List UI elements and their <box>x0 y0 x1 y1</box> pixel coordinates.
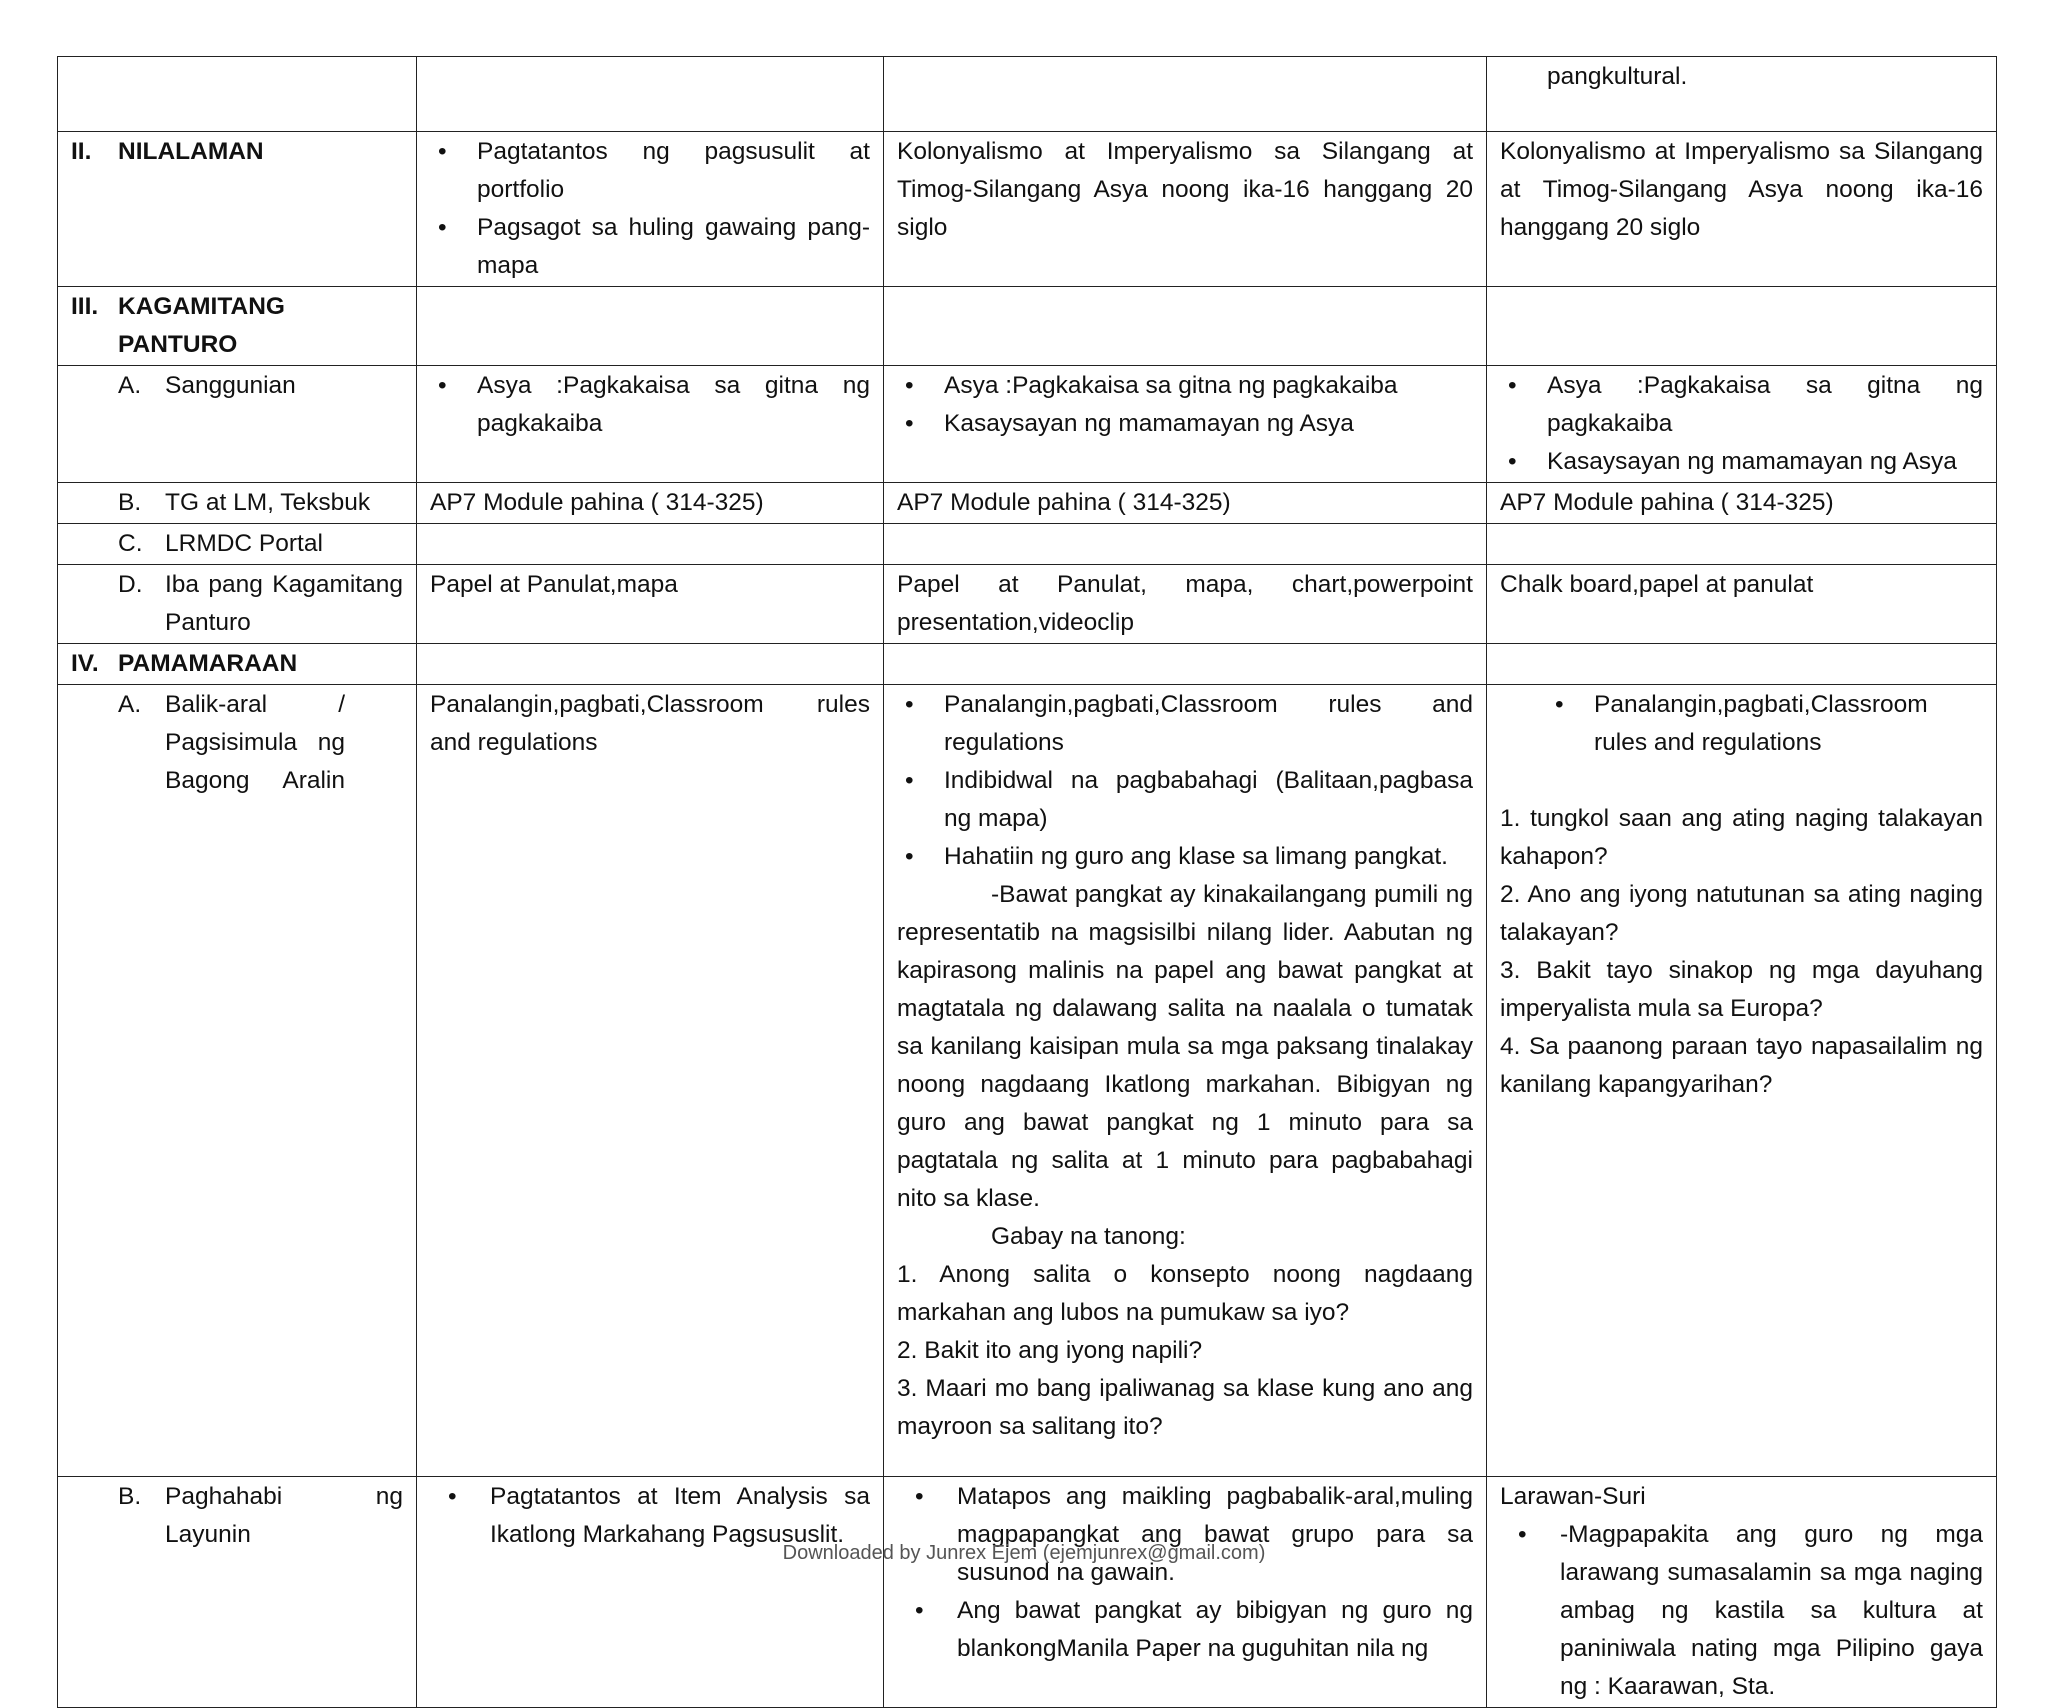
bullet-list <box>1500 686 1983 762</box>
cell-text: Chalk board,papel at panulat <box>1500 571 1814 598</box>
section-heading-pamamaraan: IV. PAMAMARAAN <box>71 650 298 677</box>
list-item: • Matapos ang maikling pagbabalik-aral,muling magpapangkat ang bawat grupo para sa susunod na gawain. <box>897 1478 1473 1592</box>
cell-text: AP7 Module pahina ( 314-325) <box>430 489 764 516</box>
list-item: • Kasaysayan ng mamamayan ng Asya <box>1500 443 1983 481</box>
section-heading-nilalaman: II. NILALAMAN <box>71 138 264 165</box>
guide-heading: Gabay na tanong: <box>991 1223 1186 1250</box>
activity-paragraph: -Bawat pangkat ay kinakailangang pumili ng representatib na magsisilbi nilang lider. Aabutan ng kapirasong malinis na papel ang bawat pangkat at magtatala ng dalawang salita na naalala o tumatak sa kanilang kaisipan mula sa mga paksang tinalakay noong nagdaang Ikatlong markahan. Bibigyan ng guro ang bawat pangkat ng 1 minuto para sa pagtatala ng salita at 1 minuto para pagbabahagi nito sa klase. <box>897 881 1473 1212</box>
lesson-plan-page <box>57 56 1996 1708</box>
list-item: • Panalangin,pagbati,Classroom rules and regulations <box>897 686 1473 762</box>
row-label-iba: D. Iba pang Kagamitang Panturo <box>118 571 403 636</box>
list-item: • Pagtatantos at Item Analysis sa Ikatlong Markahang Pagsususlit. <box>430 1478 870 1554</box>
section-heading-kagamitan: III. KAGAMITANG PANTURO <box>71 293 285 358</box>
cell-text: Papel at Panulat, mapa, chart,powerpoint presentation,videoclip <box>897 571 1473 636</box>
cell-text: Panalangin,pagbati,Classroom rules and regulations <box>430 691 870 756</box>
table-row <box>58 366 1997 483</box>
guide-question: 1. Anong salita o konsepto noong nagdaang markahan ang lubos na pumukaw sa iyo? <box>897 1261 1473 1326</box>
list-item: • Hahatiin ng guro ang klase sa limang pangkat. <box>897 838 1473 876</box>
list-item: • -Magpapakita ang guro ng mga larawang sumasalamin sa mga naging ambag ng kastila sa kultura at paniniwala nating mga Pilipino gaya ng : Kaarawan, Sta. <box>1500 1516 1983 1706</box>
cell-text: pangkultural. <box>1547 63 1688 90</box>
bullet-list <box>897 367 1473 443</box>
list-item: • Asya :Pagkakaisa sa gitna ng pagkakaiba <box>897 367 1473 405</box>
table-row <box>58 1477 1997 1708</box>
review-question: 3. Bakit tayo sinakop ng mga dayuhang imperyalista mula sa Europa? <box>1500 957 1983 1022</box>
review-question: 1. tungkol saan ang ating naging talakayan kahapon? <box>1500 805 1983 870</box>
download-footer: Downloaded by Junrex Ejem (ejemjunrex@gmail.com) <box>782 1542 1266 1564</box>
list-item: • Asya :Pagkakaisa sa gitna ng pagkakaiba <box>1500 367 1983 443</box>
list-item: • Pagsagot sa huling gawaing pang-mapa <box>430 209 870 285</box>
cell-text: Kolonyalismo at Imperyalismo sa Silangang at Timog-Silangang Asya noong ika-16 hanggang 20 siglo <box>1500 138 1983 241</box>
row-label-paghahabi: B. Paghahabi ng Layunin <box>118 1483 403 1548</box>
table-row <box>58 524 1997 565</box>
bullet-list <box>897 686 1473 876</box>
cell-text: AP7 Module pahina ( 314-325) <box>1500 489 1834 516</box>
list-item: • Kasaysayan ng mamamayan ng Asya <box>897 405 1473 443</box>
cell-text: AP7 Module pahina ( 314-325) <box>897 489 1231 516</box>
table-row <box>58 685 1997 1477</box>
table-row <box>58 287 1997 366</box>
cell-text: Papel at Panulat,mapa <box>430 571 678 598</box>
guide-question: 3. Maari mo bang ipaliwanag sa klase kung ano ang mayroon sa salitang ito? <box>897 1375 1473 1440</box>
table-row <box>58 565 1997 644</box>
bullet-list <box>430 367 870 443</box>
table-row <box>58 644 1997 685</box>
bullet-list <box>430 133 870 285</box>
row-label-balik-aral: A. Balik-aral / Pagsisimula ng Bagong Aralin <box>118 691 345 794</box>
list-item: • Ang bawat pangkat ay bibigyan ng guro ng blankongManila Paper na guguhitan nila ng <box>897 1592 1473 1668</box>
row-label-tg: B. TG at LM, Teksbuk <box>118 489 371 516</box>
guide-question: 2. Bakit ito ang iyong napili? <box>897 1337 1203 1364</box>
row-label-sanggunian: A. Sanggunian <box>118 372 296 399</box>
bullet-list <box>897 1478 1473 1668</box>
bullet-list <box>1500 367 1983 481</box>
lesson-plan-table <box>57 56 1997 1708</box>
table-row <box>58 483 1997 524</box>
list-item: • Panalangin,pagbati,Classroom rules and regulations <box>1547 686 1983 762</box>
row-label-lrmdc: C. LRMDC Portal <box>118 530 323 557</box>
activity-title: Larawan-Suri <box>1500 1483 1646 1510</box>
list-item: • Pagtatantos ng pagsusulit at portfolio <box>430 133 870 209</box>
table-row <box>58 132 1997 287</box>
list-item: • Indibidwal na pagbabahagi (Balitaan,pagbasa ng mapa) <box>897 762 1473 838</box>
list-item: • Asya :Pagkakaisa sa gitna ng pagkakaiba <box>430 367 870 443</box>
review-question: 4. Sa paanong paraan tayo napasailalim ng kanilang kapangyarihan? <box>1500 1033 1983 1098</box>
cell-text: Kolonyalismo at Imperyalismo sa Silangang at Timog-Silangang Asya noong ika-16 hanggang 20 siglo <box>897 138 1473 241</box>
review-question: 2. Ano ang iyong natutunan sa ating naging talakayan? <box>1500 881 1983 946</box>
table-row <box>58 57 1997 132</box>
